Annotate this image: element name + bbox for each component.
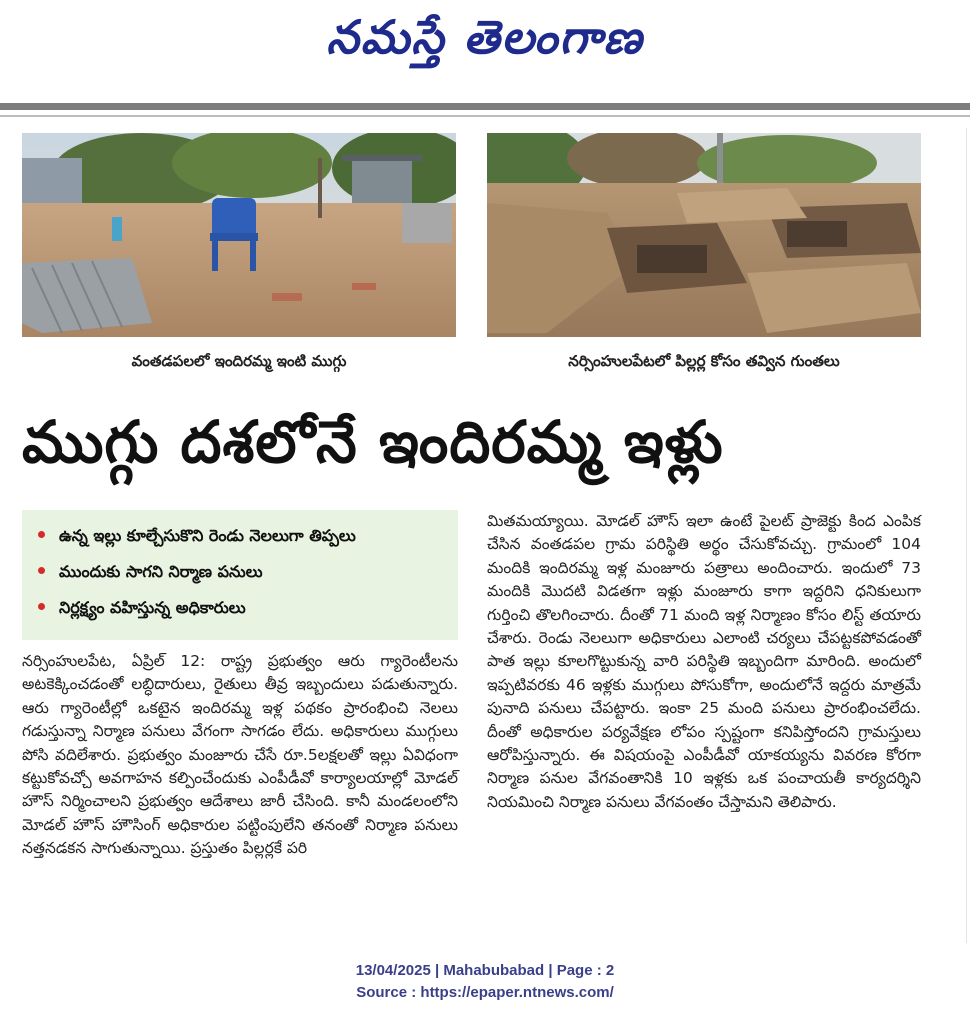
masthead-title: నమస్తే తెలంగాణ: [326, 10, 644, 64]
article-text-col2: మితమయ్యాయి. మోడల్ హౌస్ ఇలా ఉంటే పైలట్ ప్రాజెక్టు కింద ఎంపిక చేసిన వంతడపల గ్రామ పరిస్థితి అర్థం చేసుకోవచ్చు. గ్రామంలో 104 మందికి ఇందిరమ్మ ఇళ్ల మంజూరు పత్రాలు అందించారు. ఇందులో 73 మందికి మొదటి విడతగా ఇళ్లు మంజూరు కాగా ఇద్దరిని ధనికులుగా గుర్తించి తొలగించారు. దీంతో 71 మంది ఇళ్ల నిర్మాణం కోసం లిస్ట్ తయారు చేశారు. రెండు నెలలుగా అధికారులు ఎలాంటి చర్యలు చేపట్టకపోవడంతో పాత ఇల్లు కూలగొట్టుకున్న వారి పరిస్థితి ఇబ్బందిగా మారింది. అందులో ఇప్పటివరకు 46 ఇళ్లకు ముగ్గులు పోసుకోగా, అందులోనే ఇద్దరు మాత్రమే పునాది పనులు చేపట్టారు. ఇంకా 25 మంది పనులు ప్రారంభించలేదు. దీంతో అధికారుల పర్యవేక్షణ లోపం స్పష్టంగా కనిపిస్తోందని గ్రామస్తులు ఆరోపిస్తున్నారు. ఈ విషయంపై ఎంపీడీవో యాకయ్యను వివరణ కోరగా నిర్మాణ పనుల వేగవంతానికి 10 ఇళ్లకు ఒక పంచాయతీ కార్యదర్శిని నియమించి నిర్మాణ పనులు వేగవంతం చేస్తామని తెలిపారు.: [487, 512, 921, 811]
footer-source: Source : https://epaper.ntnews.com/: [356, 984, 614, 1001]
article-text-col1: నర్సింహులపేట, ఏప్రిల్ 12: రాష్ట్ర ప్రభుత్వం ఆరు గ్యారెంటీలను అటకెక్కించడంతో లబ్ధిదారులు, రైతులు తీవ్ర ఇబ్బందులు పడుతున్నారు. ఆరు గ్యారెంటీల్లో ఒకటైన ఇందిరమ్మ ఇళ్ల పథకం ప్రారంభించి నెలలు గడుస్తున్నా నిర్మాణ పనులు వేగంగా సాగడం లేదు. అధికారులు ముగ్గులు పోసి వదిలేశారు. ప్రభుత్వం మంజూరు చేసే రూ.5లక్షలతో ఇల్లు ఏవిధంగా కట్టుకోవచ్చో అవగాహన కల్పించేందుకు ఎంపీడీవో కార్యాలయాల్లో మోడల్ హౌస్ నిర్మించాలని ప్రభుత్వం ఆదేశాలు జారీ చేసింది. కానీ మండలంలోని మోడల్ హౌస్ హౌసింగ్ అధికారుల పట్టింపులేని తనంతో నిర్మాణ పనులు నత్తనడకన సాగుతున్నాయి. ప్రస్తుతం పిల్లర్లకే పరి: [22, 652, 458, 858]
highlight-item: ఉన్న ఇల్లు కూల్చేసుకొని రెండు నెలలుగా తిప్పలు: [38, 526, 356, 549]
footer-date-edition: 13/04/2025 | Mahabubabad | Page : 2: [355, 962, 615, 979]
article-column-1: [22, 650, 458, 935]
highlight-item: నిర్లక్ష్యం వహిస్తున్న అధికారులు: [38, 598, 246, 621]
masthead-rule-thin: [0, 115, 970, 117]
photo-narsimhulapet-pits: [487, 133, 921, 337]
masthead: [0, 0, 970, 100]
page-footer: [0, 960, 970, 1004]
photo-caption-2: నర్సింహులపేటలో పిల్లర్ల కోసం తవ్విన గుంతలు: [568, 352, 840, 370]
photo-vantadapala-muggu: [22, 133, 456, 337]
bullet-dot-icon: [38, 531, 45, 538]
photo-caption-1: వంతడపలలో ఇందిరమ్మ ఇంటి ముగ్గు: [131, 352, 347, 370]
highlight-item: ముందుకు సాగని నిర్మాణ పనులు: [38, 562, 263, 585]
masthead-rule-thick: [0, 103, 970, 110]
highlights-box: [22, 510, 458, 640]
article-column-2: [487, 510, 921, 930]
bullet-dot-icon: [38, 567, 45, 574]
article-headline: ముగ్గు దశలోనే ఇందిరమ్మ ఇళ్లు: [22, 408, 724, 476]
bullet-dot-icon: [38, 603, 45, 610]
